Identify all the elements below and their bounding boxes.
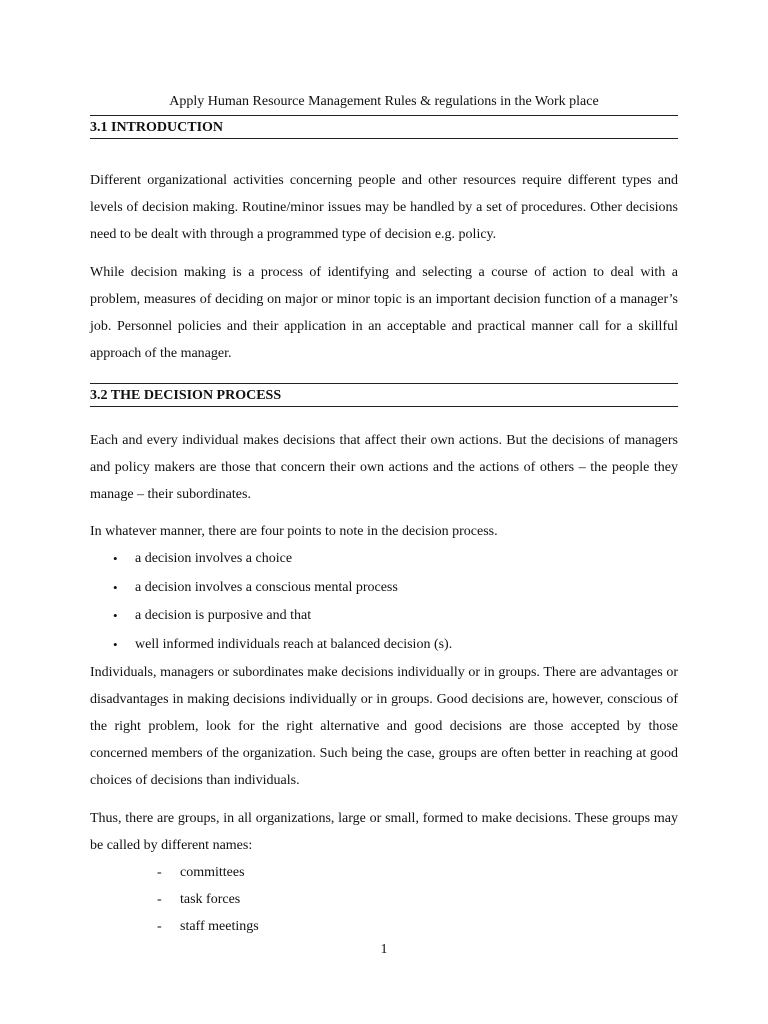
dash-icon: - [157, 919, 162, 934]
intro-paragraph-1: Different organizational activities concerning people and other resources require different types and levels of decision making. Routine/minor issues may be handled by a set of procedures. Other decisions need to be dealt with through a programmed type of decision e.g. policy. [90, 173, 678, 242]
bullet-icon: • [113, 551, 118, 566]
running-header: Apply Human Resource Management Rules & regulations in the Work place [169, 94, 599, 109]
bullet-icon: • [113, 636, 118, 652]
group-names-list [90, 859, 678, 940]
list-item: - task forces [90, 886, 678, 913]
list-item: • a decision involves a choice [90, 545, 678, 574]
dash-icon: - [157, 865, 162, 880]
intro-paragraph-2: While decision making is a process of identifying and selecting a course of action to deal with a problem, measures of deciding on major or minor topic is an important decision function of a manager’s job. Personnel policies and their application in an acceptable and practical manner call for a skillful approach of the manager. [90, 265, 678, 361]
list-item: • a decision involves a conscious mental process [90, 574, 678, 603]
section-heading-introduction: 3.1 INTRODUCTION [90, 115, 678, 139]
document-page [90, 92, 678, 940]
decision-points-list [90, 545, 678, 659]
section-heading-decision-process: 3.2 THE DECISION PROCESS [90, 383, 678, 407]
bullet-icon: • [113, 579, 118, 595]
list-item: - committees [90, 859, 678, 886]
list-item: • well informed individuals reach at balanced decision (s). [90, 631, 678, 660]
list-item: - staff meetings [90, 913, 678, 940]
decision-paragraph-4: Thus, there are groups, in all organizations, large or small, formed to make decisions. These groups may be called by different names: [90, 811, 678, 853]
dash-icon: - [157, 892, 162, 907]
decision-paragraph-3: Individuals, managers or subordinates make decisions individually or in groups. There are advantages or disadvantages in making decisions individually or in groups. Good decisions are, however, conscious of the right problem, look for the right alternative and good decisions are those accepted by those concerned members of the organization. Such being the case, groups are often better in reaching at good choices of decisions than individuals. [90, 665, 678, 788]
list-item: • a decision is purposive and that [90, 602, 678, 631]
decision-paragraph-1: Each and every individual makes decisions that affect their own actions. But the decisions of managers and policy makers are those that concern their own actions and the actions of others – the people they manage – their subordinates. [90, 433, 678, 502]
page-number: 1 [380, 942, 388, 957]
bullet-icon: • [113, 608, 118, 623]
decision-paragraph-2: In whatever manner, there are four points to note in the decision process. [90, 524, 498, 539]
